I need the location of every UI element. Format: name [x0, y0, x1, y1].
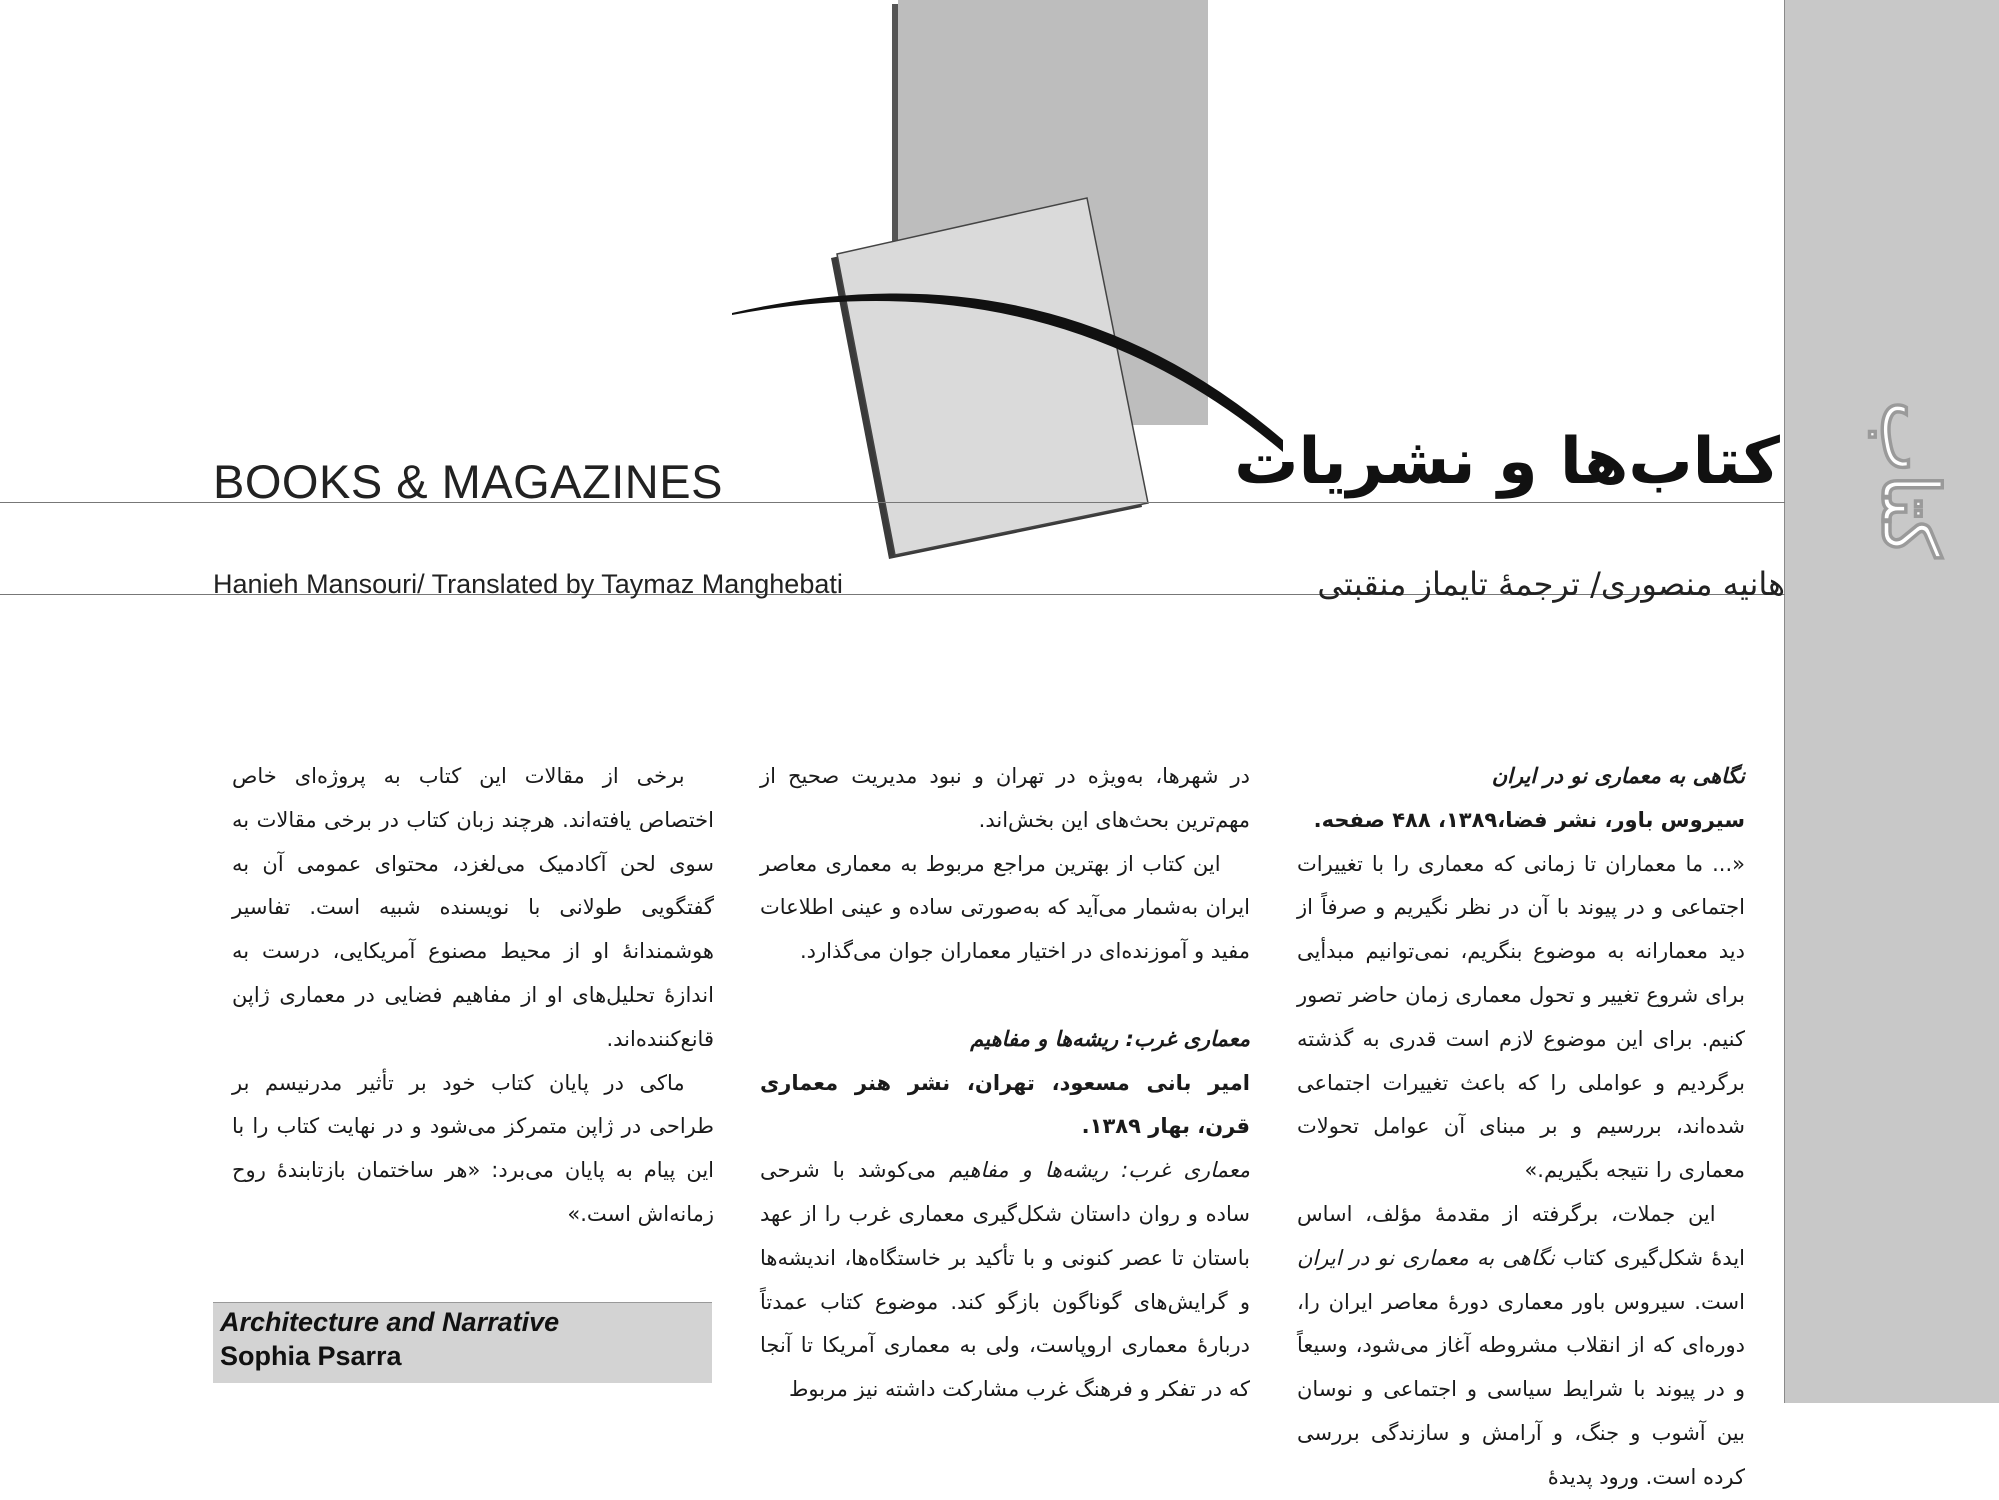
text-run: است. سیروس باور معماری دورهٔ معاصر ایران را، دوره‌ای که از انقلاب مشروطه آغاز می‌شود، وسیعاً و در پیوند با شرایط سیاسی و اجتماعی و نوسان بین آشوب و جنگ، و آرامش و سازندگی بررسی کرده است. ورود پدیدهٔ	[1297, 1289, 1745, 1489]
side-strip	[1785, 0, 1999, 1403]
column-right	[1297, 755, 1745, 1489]
book-title-1: نگاهی به معماری نو در ایران	[1491, 764, 1745, 788]
column-middle	[760, 755, 1250, 1403]
book-title-2: معماری غرب: ریشه‌ها و مفاهیم	[970, 1026, 1250, 1051]
side-strip-border	[1784, 0, 1785, 1403]
paragraph: ماکی در پایان کتاب خود بر تأثیر مدرنیسم بر طراحی در ژاپن متمرکز می‌شود و در نهایت کتاب را با این پیام به پایان می‌برد: «هر ساختمان بازتابندهٔ روح زمانه‌اش است.»	[232, 1070, 714, 1226]
paragraph: در شهرها، به‌ویژه در تهران و نبود مدیریت صحیح از مهم‌ترین بحث‌های این بخش‌اند.	[760, 764, 1250, 832]
title-english: BOOKS & MAGAZINES	[213, 455, 723, 508]
english-book-author: Sophia Psarra	[220, 1341, 402, 1371]
inline-book-title: نگاهی به معماری نو در ایران	[1297, 1245, 1555, 1270]
paragraph: این کتاب از بهترین مراجع مربوط به معماری معاصر ایران به‌شمار می‌آید که به‌صورتی ساده و عینی اطلاعات مفید و آموزنده‌ای در اختیار معماران جوان می‌گذارد.	[760, 851, 1250, 964]
inline-book-title: معماری غرب: ریشه‌ها و مفاهیم	[949, 1158, 1250, 1183]
book-info-1: سیروس باور، نشر فضا،۱۳۸۹، ۴۸۸ صفحه.	[1313, 807, 1745, 832]
header-graphic	[720, 0, 1290, 570]
author-persian: هانیه منصوری/ ترجمهٔ تایماز منقبتی	[1317, 565, 1785, 603]
section-label: کتاب	[1864, 400, 1955, 558]
english-book-title: Architecture and Narrative	[220, 1307, 560, 1337]
paragraph: برخی از مقالات این کتاب به پروژه‌ای خاص اختصاص یافته‌اند. هرچند زبان کتاب در برخی مقالات به سوی لحن آکادمیک می‌لغزد، محتوای عمومی آن به گفتگویی طولانی با نویسنده شبیه است. تفاسیر هوشمندانهٔ او از محیط مصنوع آمریکایی، درست به اندازهٔ تحلیل‌های او از مفاهیم فضایی در معماری ژاپن قانع‌کننده‌اند.	[232, 764, 714, 1051]
title-persian: کتاب‌ها و نشریات	[1234, 425, 1780, 499]
text-run: می‌کوشد با شرحی ساده و روان داستان شکل‌گیری معماری غرب را از عهد باستان تا عصر کنونی و با تأکید بر خاستگاه‌ها، اندیشه‌ها و گرایش‌های گوناگون بازگو کند. موضوع کتاب عمدتاً دربارهٔ معماری اروپاست، ولی به معماری آمریکا تا آنجا که در تفکر و فرهنگ غرب مشارکت داشته نیز مربوط	[760, 1158, 1250, 1402]
book-info-2: امیر بانی مسعود، تهران، نشر هنر معماری قرن، بهار ۱۳۸۹.	[760, 1070, 1250, 1139]
paragraph	[760, 1149, 1250, 1412]
paragraph	[1297, 1193, 1745, 1500]
column-left	[232, 755, 714, 1235]
author-english: Hanieh Mansouri/ Translated by Taymaz Manghebati	[213, 569, 843, 599]
text-run: این جملات، برگرفته از مقدمهٔ مؤلف، اساس ایدهٔ شکل‌گیری کتاب	[1297, 1201, 1745, 1270]
paragraph: «... ما معماران تا زمانی که معماری را با تغییرات اجتماعی و در پیوند با آن در نظر نگیریم و صرفاً از دید معمارانه به موضوع بنگریم، نمی‌توانیم مبدأیی برای شروع تغییر و تحول معماری زمان حاضر تصور کنیم. برای این موضوع لازم است قدری به گذشته برگردیم و عواملی را که باعث تغییرات اجتماعی شده‌اند، بررسیم و بر مبنای آن عوامل تحولات معماری را نتیجه بگیریم.»	[1297, 851, 1745, 1183]
